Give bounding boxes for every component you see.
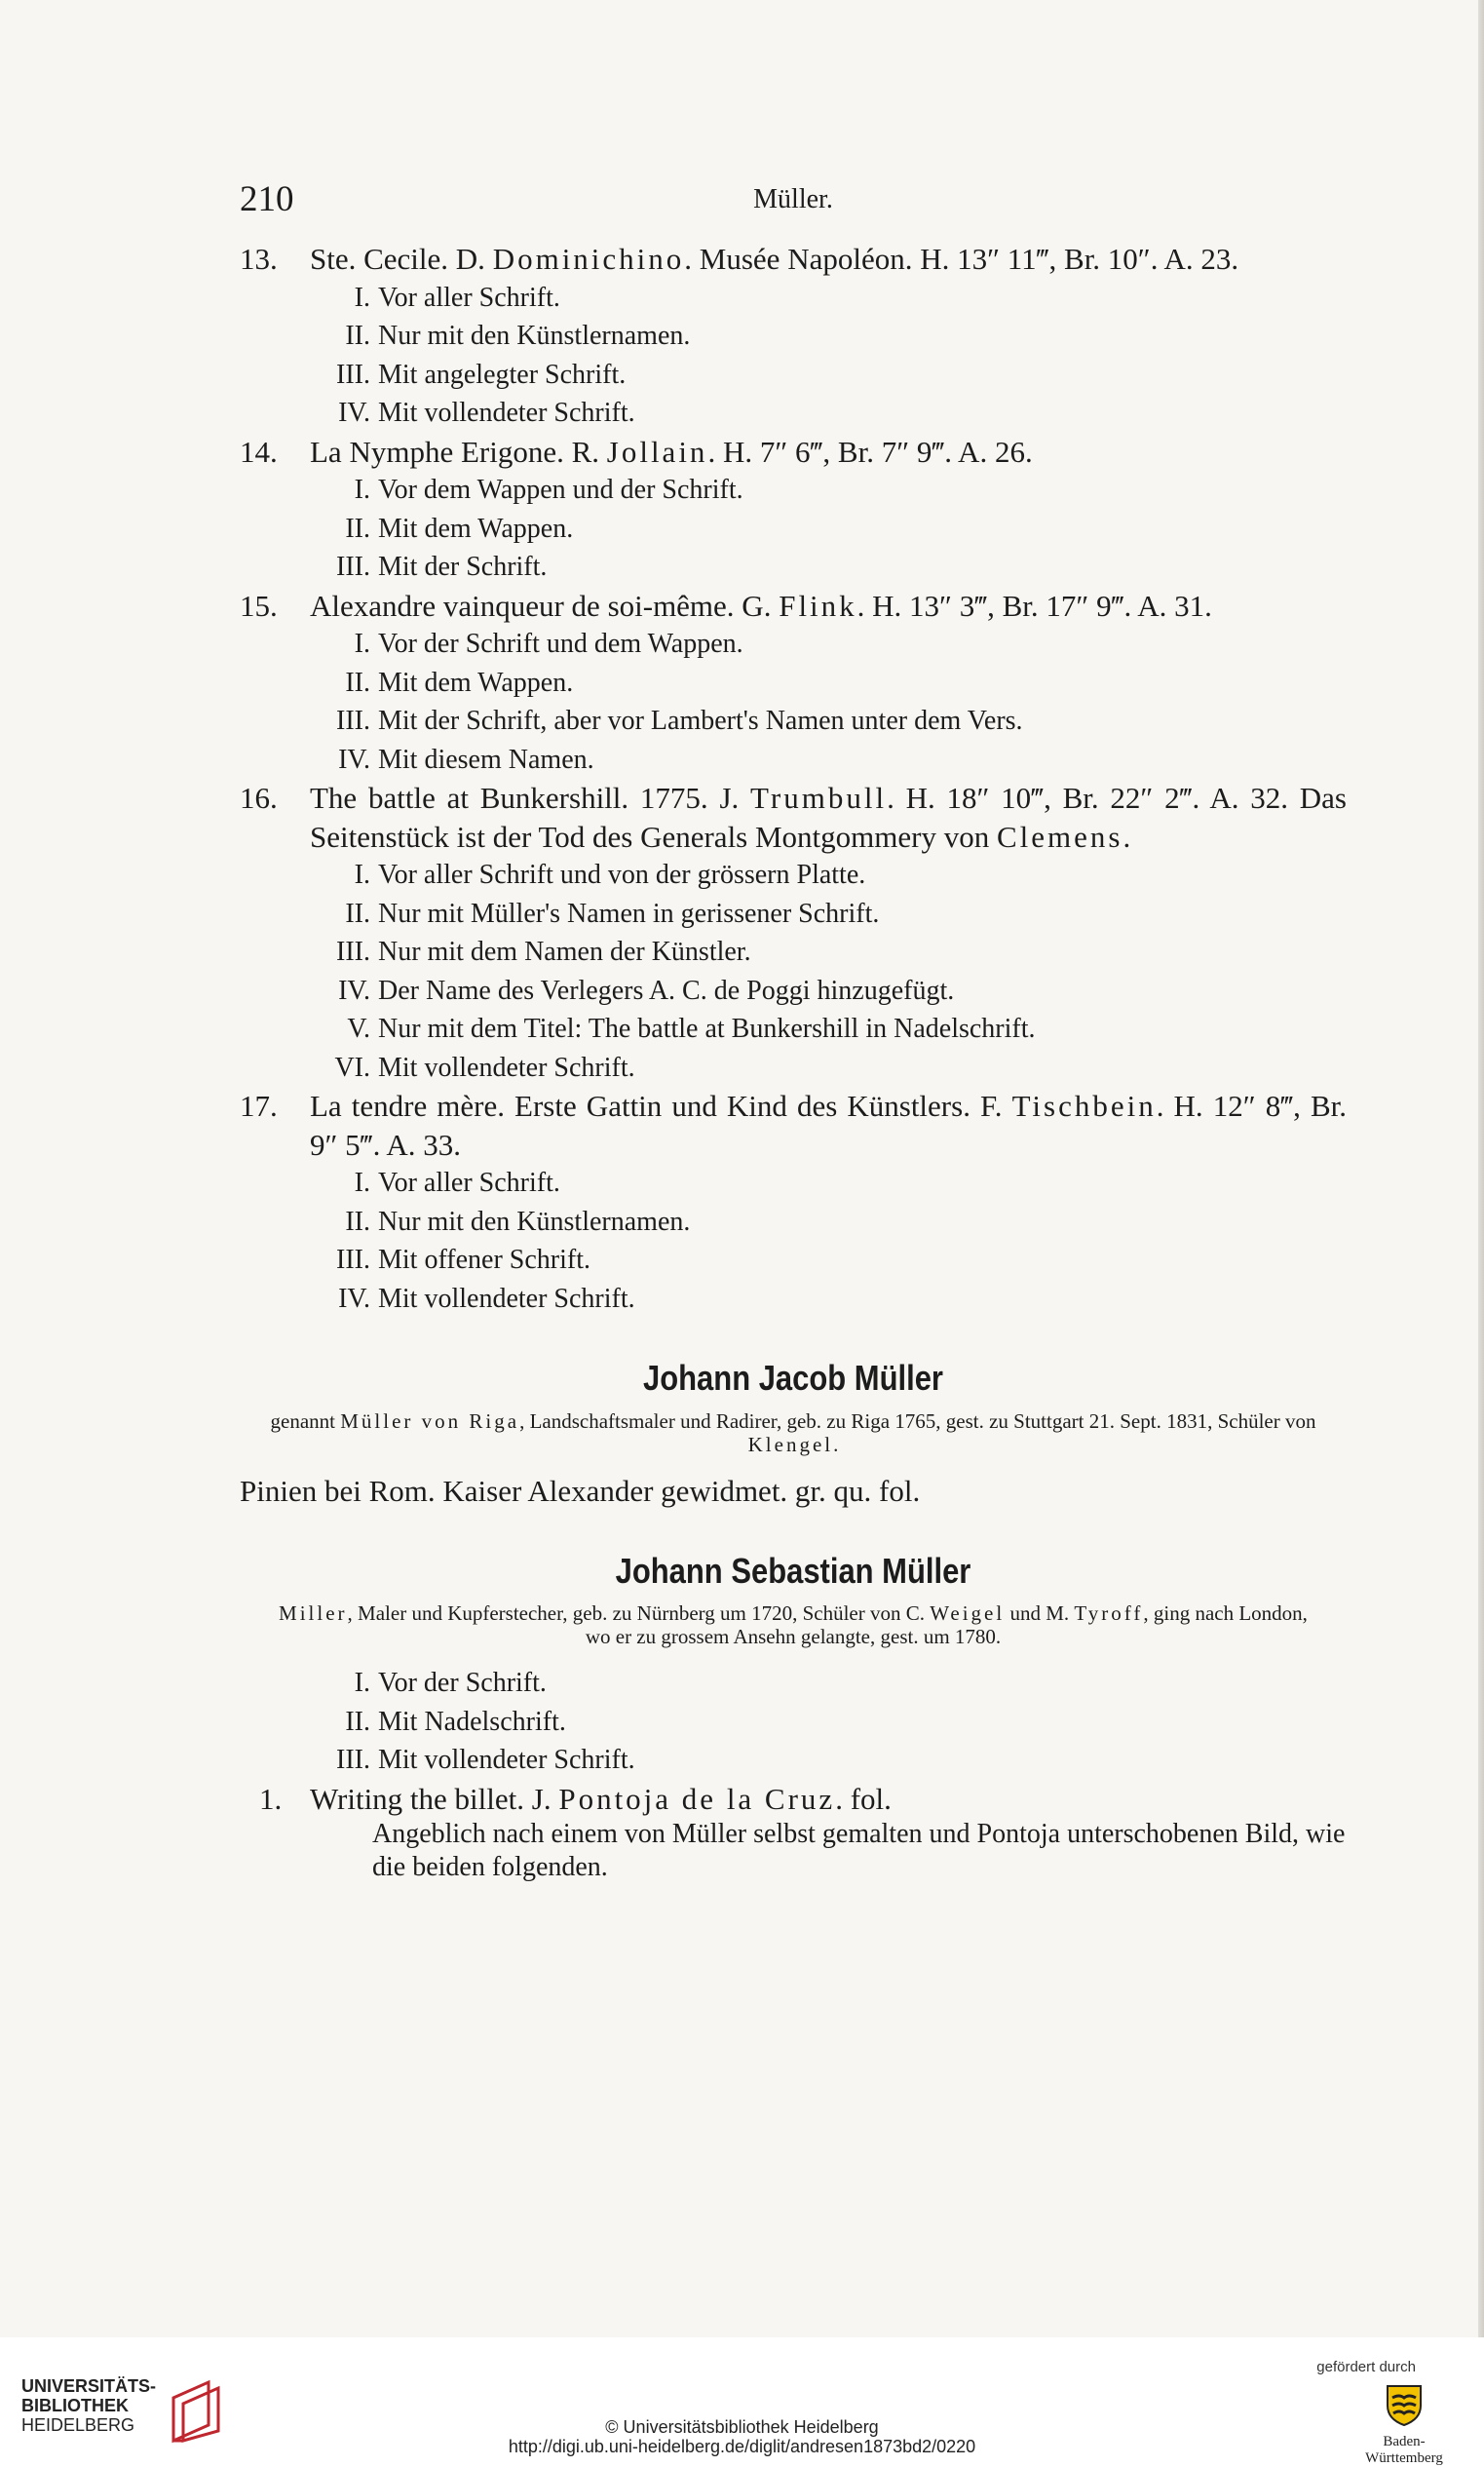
bio-text: . xyxy=(833,1432,839,1456)
entry-text: Alexandre vainqueur de soi-même. G. xyxy=(310,588,780,623)
state-coat-of-arms-icon xyxy=(1382,2380,1427,2427)
state-numeral: III. xyxy=(336,1745,370,1775)
entry-text: Writing the billet. J. xyxy=(310,1781,559,1816)
catalog-entry xyxy=(240,433,1347,472)
entry-number: 14. xyxy=(240,434,278,469)
state-numeral: I. xyxy=(354,475,370,505)
state-text: Nur mit Müller's Namen in gerissener Schrift. xyxy=(378,898,880,929)
state-item xyxy=(310,933,1347,972)
bio-text: genannt xyxy=(270,1408,341,1433)
artist-name: Jollain xyxy=(606,434,708,469)
state-item xyxy=(310,1049,1347,1088)
bio-name: Miller xyxy=(279,1601,348,1625)
entry-text: . H. 13″ 3‴, Br. 17″ 9‴. A. 31. xyxy=(856,588,1212,623)
catalog-entry xyxy=(240,1780,1347,1819)
state-numeral: III. xyxy=(336,552,370,582)
entry-text: . Musée Napoléon. H. 13″ 11‴, Br. 10″. A. 23. xyxy=(684,242,1239,276)
state-text: Mit diesem Namen. xyxy=(378,744,594,775)
state-text: Mit Nadelschrift. xyxy=(378,1706,566,1737)
running-head: Müller. xyxy=(753,184,833,214)
catalog-entry xyxy=(240,779,1347,856)
entry-number: 17. xyxy=(240,1089,278,1123)
state-numeral: I. xyxy=(354,1168,370,1198)
artist-name: Pontoja de la Cruz xyxy=(558,1781,836,1816)
state-item xyxy=(310,548,1347,587)
state-item xyxy=(310,1703,1347,1742)
state-item xyxy=(310,702,1347,741)
library-name-line: HEIDELBERG xyxy=(21,2415,135,2435)
state-text: Vor dem Wappen und der Schrift. xyxy=(378,475,743,505)
state-item xyxy=(310,1280,1347,1319)
state-item xyxy=(310,1010,1347,1049)
entry-text: . fol. xyxy=(835,1781,892,1816)
bio-teacher: Klengel xyxy=(747,1432,834,1456)
page-header xyxy=(240,178,1347,227)
state-item xyxy=(310,1741,1347,1780)
state-item xyxy=(310,1241,1347,1280)
copyright-block xyxy=(0,2417,1484,2456)
state-numeral: II. xyxy=(345,667,370,698)
permalink-url[interactable]: http://digi.ub.uni-heidelberg.de/diglit/andresen1873bd2/0220 xyxy=(508,2437,976,2456)
state-text: Mit vollendeter Schrift. xyxy=(378,1283,635,1314)
artist-name: Clemens xyxy=(996,819,1123,854)
state-item xyxy=(310,1203,1347,1242)
state-numeral: II. xyxy=(345,321,370,351)
state-list xyxy=(240,625,1347,779)
catalog-entry xyxy=(240,587,1347,626)
state-text: Nur mit den Künstlernamen. xyxy=(378,321,691,351)
artist-name: Dominichino xyxy=(492,242,685,276)
state-numeral: I. xyxy=(354,860,370,890)
entry-text: . H. 7″ 6‴, Br. 7″ 9‴. A. 26. xyxy=(707,434,1033,469)
entry-note: Angeblich nach einem von Müller selbst gemalten und Pontoja unterschobenen Bild, wie die beiden folgenden. xyxy=(372,1819,1346,1882)
state-text: Vor der Schrift. xyxy=(378,1668,547,1698)
state-item xyxy=(310,664,1347,703)
state-numeral: II. xyxy=(345,513,370,544)
state-text: Mit der Schrift. xyxy=(378,552,548,582)
digitization-footer xyxy=(0,2337,1484,2466)
state-numeral: V. xyxy=(347,1014,370,1044)
state-item xyxy=(310,625,1347,664)
state-numeral: I. xyxy=(354,1668,370,1698)
state-numeral: I. xyxy=(354,282,370,313)
state-numeral: I. xyxy=(354,629,370,659)
state-numeral: IV. xyxy=(338,744,370,775)
entry-text: . H. 18″ 10‴, Br. 22″ 2‴. A. 32. Das Seitenstück ist der Tod des Generals Montgommery von xyxy=(310,781,1347,854)
copyright-text: © Universitätsbibliothek Heidelberg xyxy=(605,2417,879,2437)
bio-teacher: Tyroff xyxy=(1074,1601,1144,1625)
state-item xyxy=(310,741,1347,780)
state-numeral: IV. xyxy=(338,1283,370,1314)
entry-text: La tendre mère. Erste Gattin und Kind des Künstlers. F. xyxy=(310,1089,1012,1123)
section-title-jjm: Johann Jacob Müller xyxy=(643,1358,943,1398)
entry-number: 16. xyxy=(240,781,278,815)
state-text: Mit vollendeter Schrift. xyxy=(378,398,635,428)
bio-text: , ging nach London, wo er zu grossem Ansehn gelangte, gest. um 1780. xyxy=(585,1601,1308,1648)
page-number: 210 xyxy=(240,179,294,219)
library-name-line: UNIVERSITÄTS- xyxy=(21,2376,157,2396)
entry-text: La Nymphe Erigone. R. xyxy=(310,434,607,469)
state-numeral: IV. xyxy=(338,975,370,1006)
state-list xyxy=(240,1164,1347,1318)
state-text: Vor aller Schrift. xyxy=(378,1168,560,1198)
work-entry: Pinien bei Rom. Kaiser Alexander gewidmet. gr. qu. fol. xyxy=(240,1473,921,1508)
state-text: Vor aller Schrift und von der grössern Platte. xyxy=(378,860,866,890)
entry-text: The battle at Bunkershill. 1775. J. xyxy=(310,781,751,815)
state-item xyxy=(310,1664,1347,1703)
state-list xyxy=(240,856,1347,1087)
library-name-line: BIBLIOTHEK xyxy=(21,2396,129,2415)
state-numeral: II. xyxy=(345,1206,370,1237)
state-numeral: III. xyxy=(336,1245,370,1275)
artist-name: Trumbull xyxy=(750,781,888,815)
bio-text: und M. xyxy=(1005,1601,1075,1625)
state-numeral: III. xyxy=(336,706,370,736)
page-body xyxy=(240,240,1347,1884)
state-text: Mit angelegter Schrift. xyxy=(378,359,627,390)
state-text: Nur mit dem Namen der Künstler. xyxy=(378,937,751,967)
section-bio xyxy=(240,1601,1347,1648)
artist-name: Tischbein xyxy=(1011,1089,1157,1123)
state-numeral: VI. xyxy=(334,1052,370,1083)
state-list xyxy=(240,1664,1347,1780)
bio-text: , Maler und Kupferstecher, geb. zu Nürnberg um 1720, Schüler von C. xyxy=(347,1601,931,1625)
state-text: Vor der Schrift und dem Wappen. xyxy=(378,629,743,659)
state-item xyxy=(310,471,1347,510)
entry-number: 13. xyxy=(240,242,278,276)
state-list xyxy=(240,471,1347,587)
state-list xyxy=(240,279,1347,433)
state-text: Vor aller Schrift. xyxy=(378,282,560,313)
bio-text: , Landschaftsmaler und Radirer, geb. zu Riga 1765, gest. zu Stuttgart 21. Sept. 1831, Schüler von xyxy=(519,1408,1316,1433)
state-text: Nur mit den Künstlernamen. xyxy=(378,1206,691,1237)
state-numeral: II. xyxy=(345,898,370,929)
state-text: Mit vollendeter Schrift. xyxy=(378,1052,635,1083)
catalog-entry xyxy=(240,1087,1347,1164)
state-item xyxy=(310,856,1347,895)
state-text: Mit dem Wappen. xyxy=(378,513,574,544)
state-numeral: III. xyxy=(336,359,370,390)
state-item xyxy=(310,972,1347,1011)
state-text: Mit der Schrift, aber vor Lambert's Namen unter dem Vers. xyxy=(378,706,1023,736)
funder-name: Baden-Württemberg xyxy=(1365,2434,1443,2466)
funded-by-label: gefördert durch xyxy=(1316,2359,1416,2375)
state-item xyxy=(310,317,1347,356)
state-item xyxy=(310,510,1347,549)
state-text: Mit offener Schrift. xyxy=(378,1245,590,1275)
artist-name: Flink xyxy=(779,588,857,623)
catalog-entry xyxy=(240,240,1347,279)
state-text: Mit vollendeter Schrift. xyxy=(378,1745,635,1775)
state-numeral: II. xyxy=(345,1706,370,1737)
entry-number: 1. xyxy=(259,1781,283,1816)
state-text: Nur mit dem Titel: The battle at Bunkershill in Nadelschrift. xyxy=(378,1014,1036,1044)
entry-number: 15. xyxy=(240,588,278,623)
entry-text: . H. 12″ 8‴, Br. 9″ 5‴. A. 33. xyxy=(310,1089,1347,1162)
entry-text: . xyxy=(1123,819,1131,854)
bio-teacher: Weigel xyxy=(930,1601,1006,1625)
state-text: Mit dem Wappen. xyxy=(378,667,574,698)
state-item xyxy=(310,1164,1347,1203)
state-item xyxy=(310,279,1347,318)
entry-text: Ste. Cecile. D. xyxy=(310,242,493,276)
state-item xyxy=(310,895,1347,934)
funder-logo[interactable] xyxy=(1346,2380,1463,2467)
bio-name: Müller von Riga xyxy=(340,1408,520,1433)
state-item xyxy=(310,394,1347,433)
state-numeral: IV. xyxy=(338,398,370,428)
page-gutter xyxy=(1478,0,1484,2337)
section-title-jsm: Johann Sebastian Müller xyxy=(615,1550,971,1591)
state-item xyxy=(310,356,1347,395)
state-numeral: III. xyxy=(336,937,370,967)
section-bio xyxy=(240,1409,1347,1456)
state-text: Der Name des Verlegers A. C. de Poggi hinzugefügt. xyxy=(378,975,955,1006)
